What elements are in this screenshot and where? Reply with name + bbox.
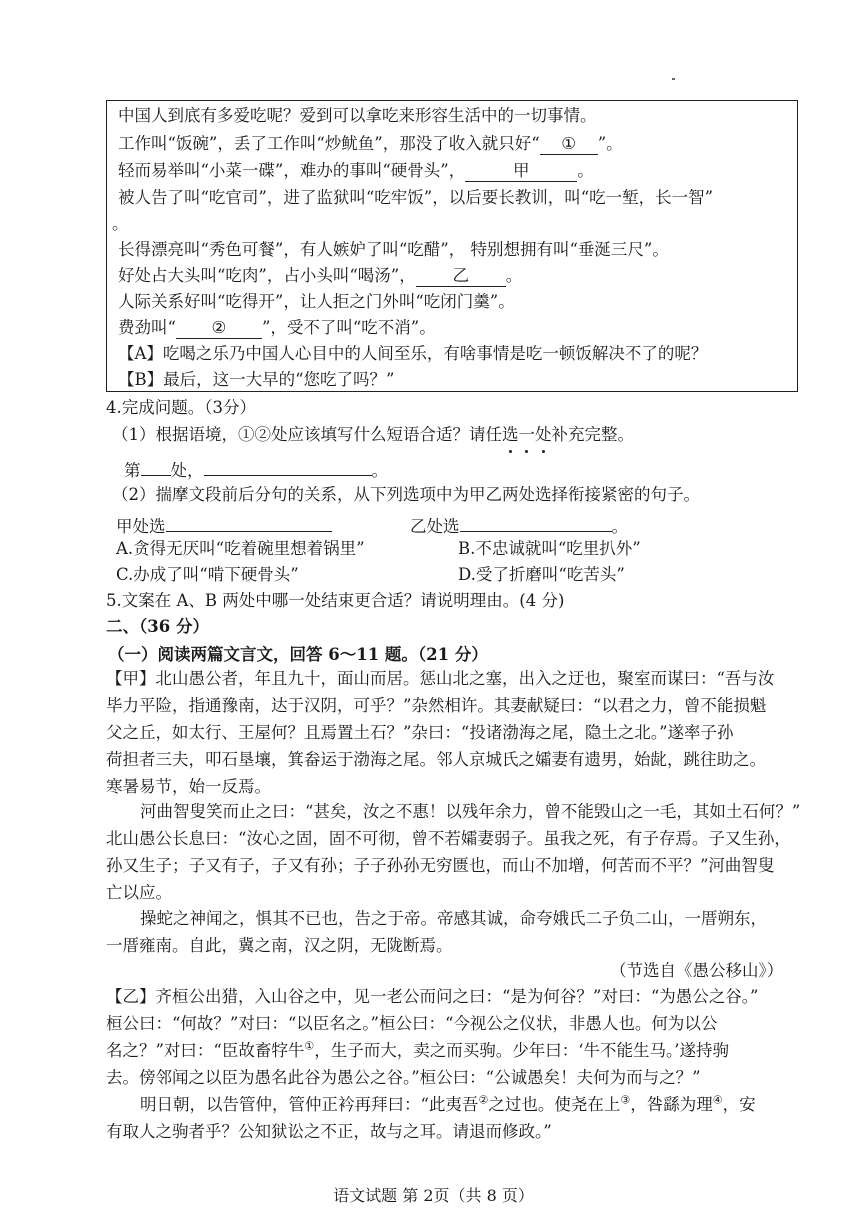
blank-2[interactable]: ② xyxy=(176,318,262,339)
dotted-char: 一 xyxy=(519,423,536,447)
passage-line-4: 被人告了叫“吃官司”，进了监狱叫“吃牢饭”，以后要长教训，叫“吃一堑，长一智” xyxy=(118,188,714,207)
yi-line: 名之？”对曰：“臣故畜牸牛①，生子而大，卖之而买驹。少年曰：‘牛不能生马。’遂持驹 xyxy=(106,1039,729,1060)
jia-line: 孙又生子；子又有子，子又有孙；子子孙孙无穷匮也，而山不加增，何苦而不平？”河曲智叟 xyxy=(106,856,775,875)
blank-1[interactable]: ① xyxy=(540,134,598,155)
answer-slot-jia[interactable] xyxy=(166,511,332,532)
question-4-1: （1）根据语境，①②处应该填写什么短语合适？请任选一处补充完整。 xyxy=(112,423,634,447)
jia-line: 操蛇之神闻之，惧其不已也，告之于帝。帝感其诚，命夸娥氏二子负二山，一厝朔东， xyxy=(140,909,767,928)
passage-line-8: 费劲叫“ ② ”，受不了叫“吃不消”。 xyxy=(118,318,436,337)
option-b: B.不忠诚就叫“吃里扒外” xyxy=(458,539,641,558)
scan-mark xyxy=(672,78,675,80)
answer-slot-number[interactable] xyxy=(141,455,171,476)
passage-line-7: 人际关系好叫“吃得开”，让人拒之门外叫“吃闭门羹”。 xyxy=(118,292,515,311)
answer-yi: 乙处选 。 xyxy=(410,511,628,539)
passage-line-2: 工作叫“饭碗”，丢了工作叫“炒鱿鱼”，那没了收入就只好“ ① ”。 xyxy=(118,134,623,153)
answer-line-4-1: 第 处， 。 xyxy=(124,455,388,483)
option-a: A.贪得无厌叫“吃着碗里想着锅里” xyxy=(116,539,365,558)
answer-slot-phrase[interactable] xyxy=(204,455,372,476)
blank-yi[interactable]: 乙 xyxy=(416,266,506,287)
footnote-marker: ② xyxy=(478,1093,489,1107)
answer-slot-yi[interactable] xyxy=(460,511,612,532)
answer-jia: 甲处选 xyxy=(116,511,332,539)
jia-line: 寒暑易节，始一反焉。 xyxy=(106,777,271,796)
footnote-marker: ④ xyxy=(712,1093,723,1107)
yi-line: 有取人之驹者乎？公知狱讼之不正，故与之耳。请退而修政。” xyxy=(106,1122,552,1141)
section-2-heading: 二、（36 分） xyxy=(106,617,209,636)
passage-line-4b: 。 xyxy=(112,214,129,233)
dotted-char: 选 xyxy=(502,423,519,447)
passage-line-9: 【A】吃喝之乐乃中国人心目中的人间至乐，有啥事情是吃一顿饭解决不了的呢？ xyxy=(118,344,708,363)
question-4-title: 4.完成问题。（3分） xyxy=(106,398,256,417)
part-1-heading: （一）阅读两篇文言文，回答 6～11 题。（21 分） xyxy=(108,645,488,664)
question-4-2: （2）揣摩文段前后分句的关系，从下列选项中为甲乙两处选择衔接紧密的句子。 xyxy=(112,485,700,504)
jia-line: 北山愚公长息曰：“汝心之固，固不可彻，曾不若孀妻弱子。虽我之死，有子存焉。子又生孙， xyxy=(106,829,791,848)
question-5: 5.文案在 A、B 两处中哪一处结束更合适？请说明理由。(4 分) xyxy=(106,591,565,610)
passage-line-3: 轻而易举叫“小菜一碟”，难办的事叫“硬骨头”， 甲 。 xyxy=(118,161,594,180)
passage-line-1: 中国人到底有多爱吃呢？爱到可以拿吃来形容生活中的一切事情。 xyxy=(118,106,597,125)
dotted-char: 处 xyxy=(535,423,552,447)
jia-source: （节选自《愚公移山》） xyxy=(610,961,784,980)
footnote-marker: ③ xyxy=(620,1093,631,1107)
yi-line: 【乙】齐桓公出猎，入山谷之中，见一老公而问之曰：“是为何谷？”对曰：“为愚公之谷。” xyxy=(106,987,759,1006)
jia-line: 一厝雍南。自此，冀之南，汉之阴，无陇断焉。 xyxy=(106,936,453,955)
option-c: C.办成了叫“啃下硬骨头” xyxy=(116,565,299,584)
yi-line: 明日朝，以告管仲，管仲正衿再拜曰：“此夷吾②之过也。使尧在上③，咎繇为理④，安 xyxy=(140,1093,756,1114)
passage-line-6: 好处占大头叫“吃肉”，占小头叫“喝汤”， 乙 。 xyxy=(118,266,523,285)
emphasis-dotted xyxy=(502,425,552,444)
jia-line: 【甲】北山愚公者，年且九十，面山而居。惩山北之塞，出入之迂也，聚室而谋曰：“吾与汝 xyxy=(106,669,775,688)
page-footer: 语文试题 第 2页（共 8 页） xyxy=(333,1186,534,1205)
yi-line: 去。傍邻闻之以臣为愚名此谷为愚公之谷。”桓公曰：“公诚愚矣！夫何为而与之？” xyxy=(106,1068,701,1087)
jia-line: 荷担者三夫，叩石垦壤，箕畚运于渤海之尾。邻人京城氏之孀妻有遗男，始龀，跳往助之。 xyxy=(106,750,766,769)
passage-line-10: 【B】最后，这一大早的“您吃了吗？” xyxy=(118,370,395,389)
jia-line: 父之丘，如太行、王屋何？且焉置土石？”杂曰：“投诸渤海之尾，隐土之北。”遂率子孙 xyxy=(106,723,734,742)
jia-line: 亡以应。 xyxy=(106,883,172,902)
blank-jia[interactable]: 甲 xyxy=(465,161,577,182)
option-d: D.受了折磨叫“吃苦头” xyxy=(458,565,625,584)
passage-line-5: 长得漂亮叫“秀色可餐”，有人嫉妒了叫“吃醋”， 特别想拥有叫“垂涎三尺”。 xyxy=(118,240,669,259)
jia-line: 毕力平险，指通豫南，达于汉阴，可乎？”杂然相许。其妻献疑曰：“以君之力，曾不能损魁 xyxy=(106,696,767,715)
yi-line: 桓公曰：“何故？”对曰：“以臣名之。”桓公曰：“今视公之仪状，非愚人也。何为以公 xyxy=(106,1014,718,1033)
footnote-marker: ① xyxy=(304,1039,315,1053)
jia-line: 河曲智叟笑而止之曰：“甚矣，汝之不惠！以残年余力，曾不能毁山之一毛，其如土石何？” xyxy=(140,802,801,821)
